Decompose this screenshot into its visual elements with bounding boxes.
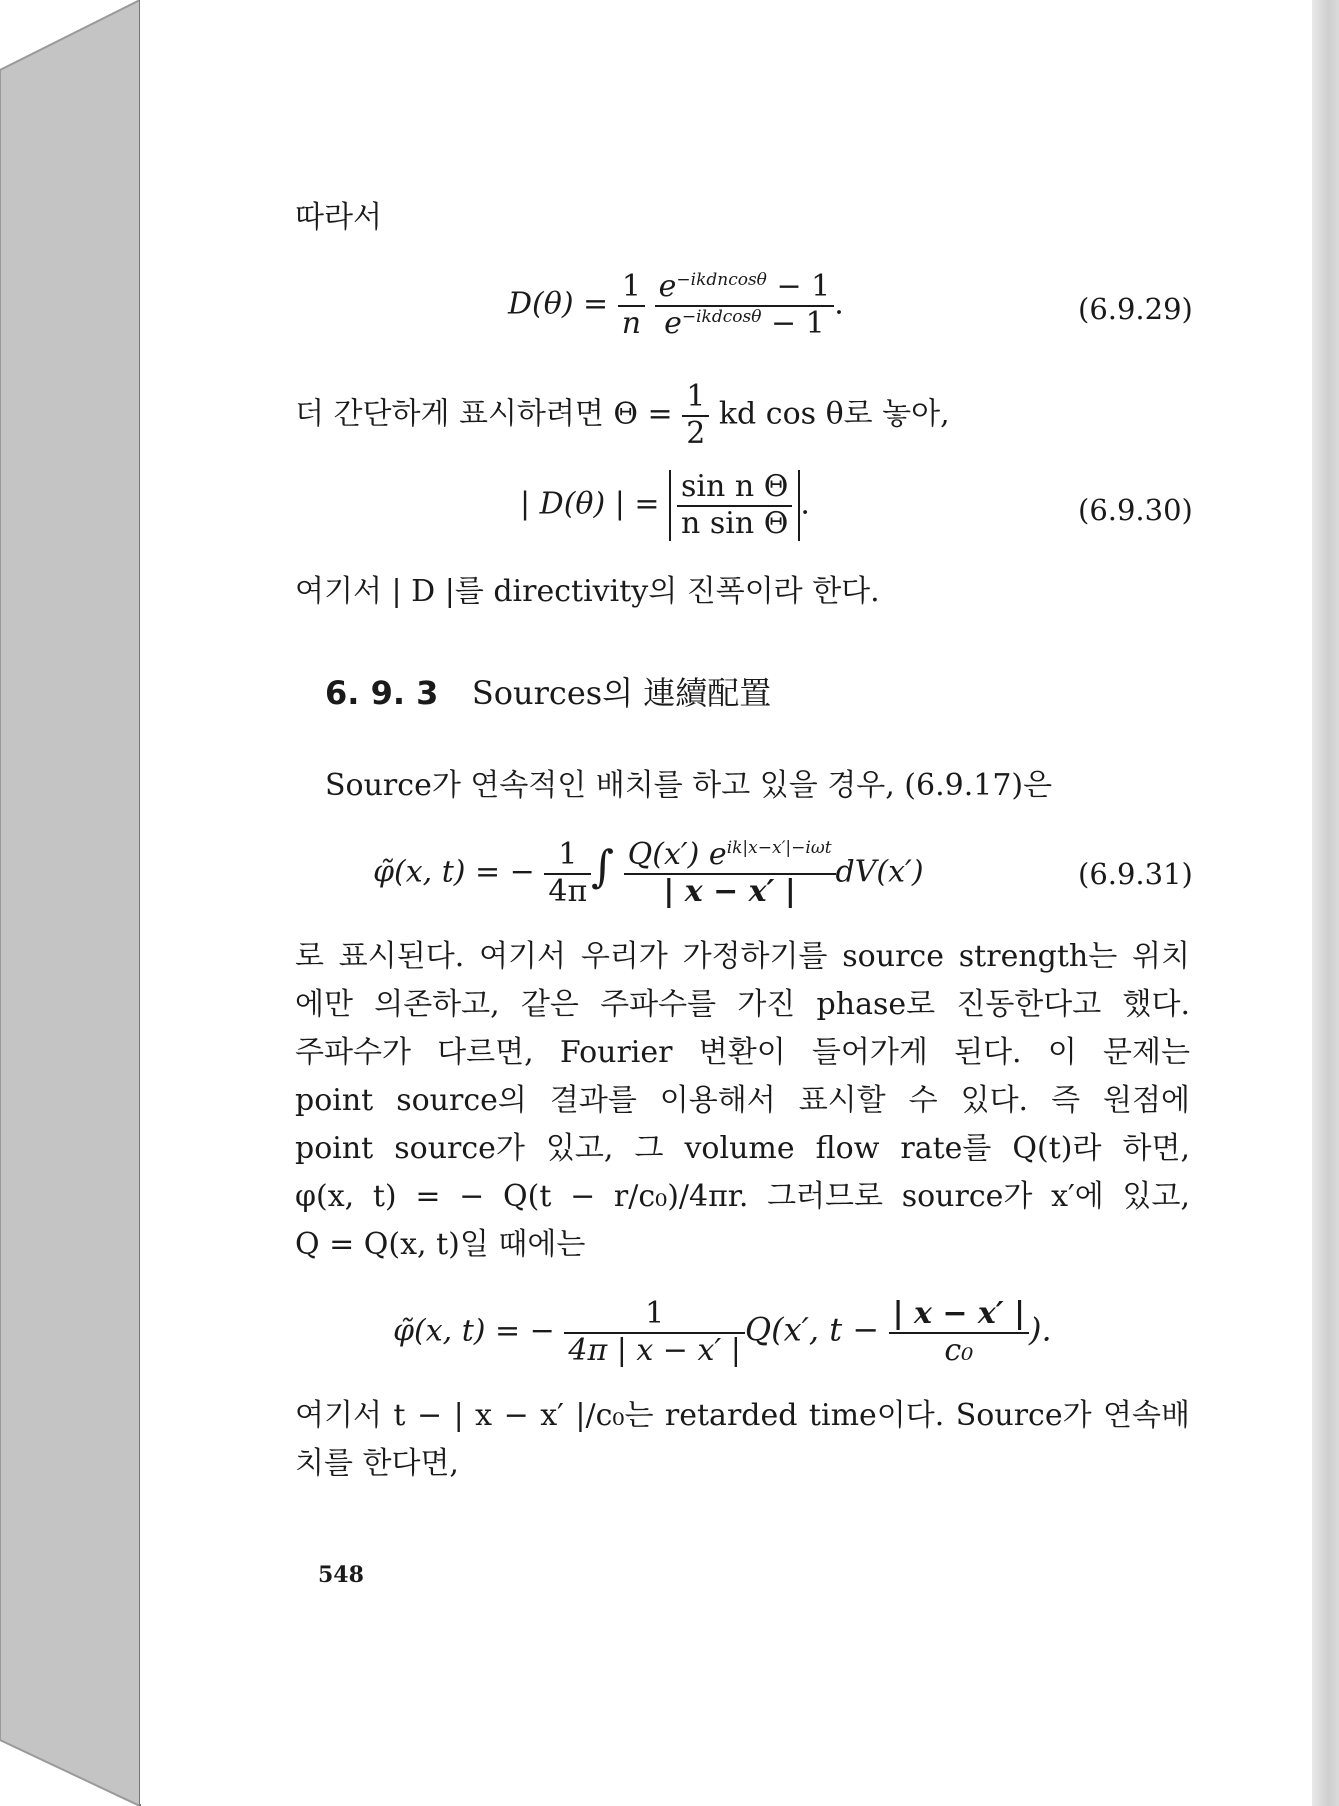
eq29-frac1 xyxy=(618,270,645,341)
eq31-frac2 xyxy=(624,838,836,909)
line3-text: 여기서 | D |를 directivity의 진폭이라 한다. xyxy=(295,574,880,609)
heading-title: Sources의 連續配置 xyxy=(471,674,772,712)
final-line-2: 치를 한다면, xyxy=(295,1446,459,1481)
eqlast-f-num: 1 xyxy=(564,1297,745,1334)
intro-text: 따라서 xyxy=(295,200,382,235)
eqlast-mid: Q(x′, t − xyxy=(744,1310,880,1349)
eq29-num-tail: − 1 xyxy=(766,269,831,304)
equation-6-9-31 xyxy=(373,838,924,909)
page-edge-shadow xyxy=(1312,0,1339,1806)
eq29-num-base: e xyxy=(658,269,677,304)
heading-number: 6. 9. 3 xyxy=(325,674,439,712)
eq31-lhs: φ̃(x, t) = − xyxy=(373,854,535,890)
line2-frac-num: 1 xyxy=(682,380,709,417)
eqlast-end: ). xyxy=(1029,1310,1052,1349)
eq31-frac1 xyxy=(544,838,591,909)
para-line-1: 로 표시된다. 여기서 우리가 가정하기를 source strength는 위치 xyxy=(295,939,1190,974)
eq30-frac xyxy=(677,470,792,541)
para-line-6: φ(x, t) = − Q(t − r/c₀)/4πr. 그러므로 source가 x′에 있고, xyxy=(295,1179,1190,1214)
para-line-3: 주파수가 다르면, Fourier 변환이 들어가게 된다. 이 문제는 xyxy=(295,1035,1190,1070)
eq29-frac1-num: 1 xyxy=(618,270,645,307)
eq-number-6-9-29: (6.9.29) xyxy=(1078,292,1193,326)
eqlast-lhs: φ̃(x, t) = − xyxy=(393,1313,555,1349)
final-line-1: 여기서 t − | x − x′ |/c₀는 retarded time이다. Source가 연속배 xyxy=(295,1398,1190,1433)
eq-number-6-9-31: (6.9.31) xyxy=(1078,857,1193,891)
eq30-lhs: | D(θ) | = xyxy=(520,486,660,522)
eq30-abs xyxy=(669,470,800,541)
line2-pre: 더 간단하게 표시하려면 Θ = xyxy=(295,396,673,432)
eq29-den-base: e xyxy=(664,305,682,341)
eq29-num-exp: −ikdncosθ xyxy=(676,270,767,290)
para-line-7: Q = Q(x, t)일 때에는 xyxy=(295,1227,586,1262)
eq31-f2-exp: ik|x−x′|−iωt xyxy=(726,838,832,858)
eq29-den-tail: − 1 xyxy=(761,305,825,341)
eq30-num: sin n Θ xyxy=(677,470,792,507)
eq31-f2-num: Q(x′) e xyxy=(627,837,727,872)
eq-number-6-9-30: (6.9.30) xyxy=(1078,493,1193,527)
eqlast-g-num: | x − x′ | xyxy=(889,1297,1029,1334)
final-paragraph xyxy=(295,1392,1190,1488)
eqlast-frac1 xyxy=(564,1297,745,1368)
eq31-f1-num: 1 xyxy=(544,838,591,875)
eq29-end: . xyxy=(834,286,844,322)
eq31-f1-den: 4π xyxy=(548,873,588,909)
line2-post: kd cos θ로 놓아, xyxy=(718,396,950,432)
eq31-integral: ∫ xyxy=(591,841,615,893)
eqlast-frac2 xyxy=(889,1297,1029,1368)
section-heading xyxy=(325,668,771,714)
eqlast-g-den: c₀ xyxy=(944,1332,974,1368)
eq29-lhs: D(θ) = xyxy=(508,286,609,322)
page-number: 548 xyxy=(318,1562,364,1588)
eqlast-f-den: 4π | x − x′ | xyxy=(568,1332,741,1368)
line4-text: Source가 연속적인 배치를 하고 있을 경우, (6.9.17)은 xyxy=(325,768,1053,803)
eq29-frac1-den: n xyxy=(621,305,642,341)
eq29-den-exp: −ikdcosθ xyxy=(681,306,762,327)
line2-frac xyxy=(682,380,709,451)
para-line-5: point source가 있고, 그 volume flow rate를 Q(t)라 하면, xyxy=(295,1131,1190,1166)
equation-retarded xyxy=(393,1297,1052,1368)
equation-6-9-30 xyxy=(520,470,810,541)
line2-text xyxy=(295,380,950,451)
eq30-end: . xyxy=(800,486,810,522)
para-line-2: 에만 의존하고, 같은 주파수를 가진 phase로 진동한다고 했다. xyxy=(295,987,1190,1022)
eq31-f2-den: | x − x′ | xyxy=(663,873,796,909)
eq29-frac2 xyxy=(655,270,835,341)
line2-frac-den: 2 xyxy=(686,415,706,451)
para-line-4: point source의 결과를 이용해서 표시할 수 있다. 즉 원점에 xyxy=(295,1083,1190,1118)
equation-6-9-29 xyxy=(508,270,844,341)
eq30-den: n sin Θ xyxy=(681,505,789,541)
main-paragraph xyxy=(295,933,1190,1269)
eq31-tail: dV(x′) xyxy=(835,854,924,890)
